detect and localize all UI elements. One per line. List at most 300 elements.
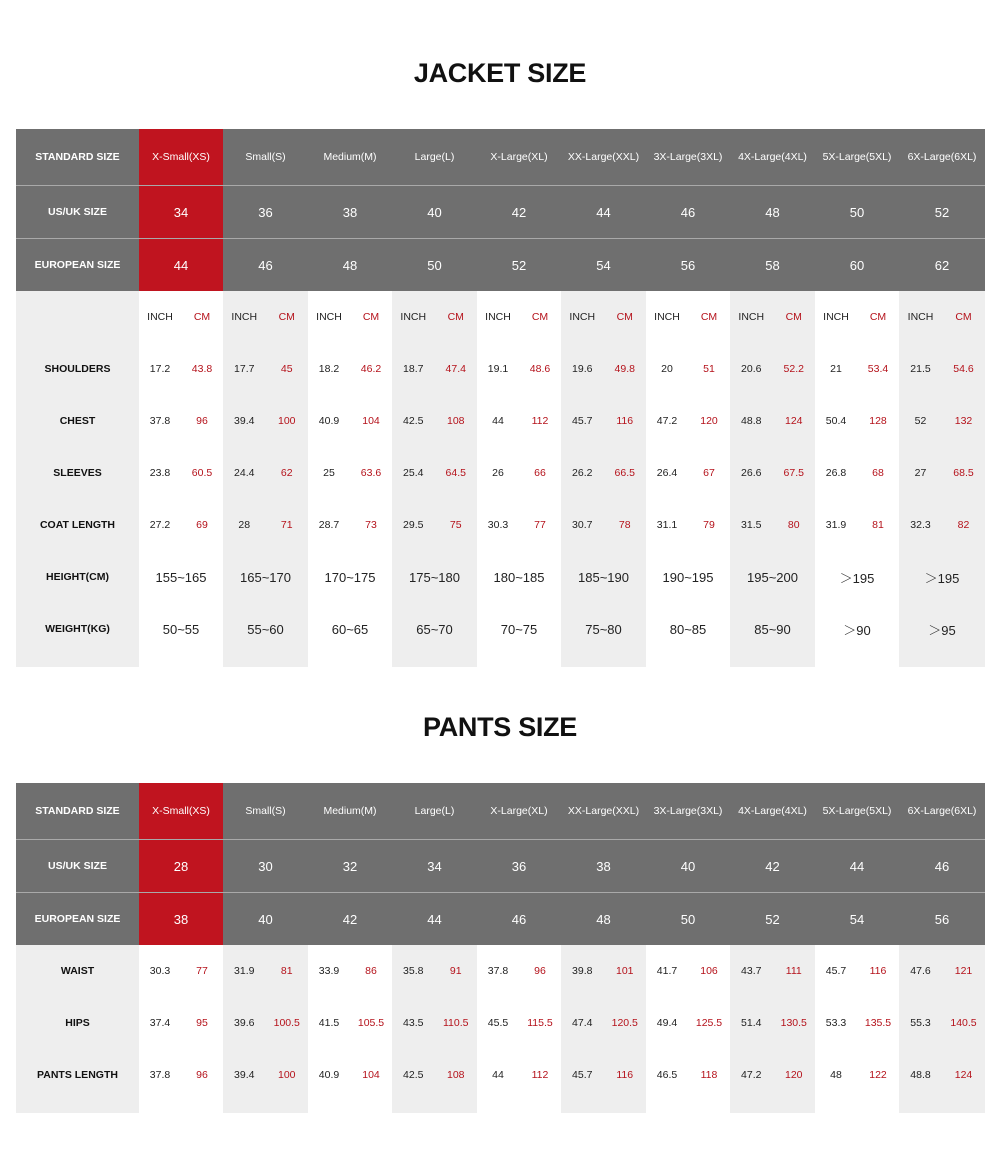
value-pair — [899, 965, 985, 977]
cm-value: 66.5 — [614, 467, 635, 479]
inch-value: 21 — [830, 363, 842, 375]
measure-cell — [392, 447, 477, 499]
measure-cell — [308, 499, 392, 551]
size-cell: 30 — [258, 858, 273, 874]
value-pair — [561, 415, 646, 427]
measure-cell — [477, 343, 561, 395]
cm-value: 125.5 — [695, 1017, 723, 1029]
cm-value: 128 — [869, 415, 887, 427]
size-cell: 38 — [139, 893, 223, 945]
inch-value: 37.8 — [487, 965, 509, 977]
inch-value: 39.8 — [572, 965, 593, 977]
column-footer — [815, 1101, 899, 1113]
cm-unit-label: CM — [785, 311, 802, 323]
measure-cell — [815, 1049, 899, 1101]
inch-value: 42.5 — [403, 1069, 424, 1081]
label-column — [16, 291, 139, 667]
measure-cell — [899, 1049, 985, 1101]
unit-row — [815, 291, 899, 343]
inch-unit-label: INCH — [231, 311, 258, 323]
measure-cell — [561, 447, 646, 499]
size-cell: 44 — [427, 911, 442, 927]
value-pair — [815, 1017, 899, 1029]
size-cell: 44 — [596, 204, 611, 220]
cm-value: 46.2 — [360, 363, 382, 375]
inch-unit-label: INCH — [485, 311, 511, 323]
measure-cell — [561, 343, 646, 395]
column-footer — [392, 655, 477, 667]
value-pair — [899, 467, 985, 479]
inch-value: 25.4 — [403, 467, 424, 479]
measure-label: WEIGHT(KG) — [45, 623, 110, 635]
measure-cell — [392, 395, 477, 447]
size-cell: X-Large(XL) — [490, 805, 548, 817]
header-row — [16, 783, 985, 839]
inch-value: 42.5 — [403, 415, 424, 427]
value-pair — [308, 519, 392, 531]
cm-unit-label: CM — [447, 311, 464, 323]
cm-value: 96 — [196, 415, 208, 427]
size-column — [308, 945, 392, 1113]
inch-value: 47.6 — [910, 965, 931, 977]
size-column — [477, 945, 561, 1113]
range-value: 65~70 — [416, 621, 453, 637]
size-cell: 46 — [258, 257, 273, 273]
range-value: ＞95 — [928, 622, 956, 638]
cm-value: 124 — [954, 1069, 973, 1081]
value-pair — [730, 467, 815, 479]
value-pair — [815, 519, 899, 531]
value-pair — [899, 363, 985, 375]
measurement-body — [16, 945, 985, 1113]
column-footer — [815, 655, 899, 667]
size-column — [477, 291, 561, 667]
inch-value: 35.8 — [403, 965, 424, 977]
value-pair — [646, 1069, 730, 1081]
measure-cell — [139, 343, 223, 395]
inch-value: 21.5 — [910, 363, 931, 375]
size-cell: 34 — [427, 858, 442, 874]
measure-cell — [477, 395, 561, 447]
value-pair — [223, 1069, 308, 1081]
inch-value: 32.3 — [910, 519, 931, 531]
cm-value: 68.5 — [953, 467, 974, 479]
value-pair — [139, 519, 223, 531]
cm-value: 67 — [703, 467, 715, 479]
column-footer — [16, 1101, 139, 1113]
inch-value: 44 — [492, 1069, 504, 1081]
size-column — [646, 291, 730, 667]
range-value: 85~90 — [754, 621, 791, 637]
value-pair — [646, 519, 730, 531]
cm-value: 77 — [196, 965, 208, 977]
range-value: 165~170 — [240, 569, 291, 585]
measure-cell — [392, 343, 477, 395]
size-cell: 50 — [680, 911, 696, 927]
value-pair — [899, 415, 985, 427]
inch-value: 26.8 — [825, 467, 847, 479]
cm-value: 95 — [196, 1017, 208, 1029]
size-cell: 46 — [511, 911, 527, 927]
cm-value: 108 — [446, 1069, 465, 1081]
cm-value: 120 — [784, 1069, 803, 1081]
inch-value: 53.3 — [825, 1017, 847, 1029]
value-pair — [308, 1017, 392, 1029]
label-column — [16, 945, 139, 1113]
column-footer — [899, 655, 985, 667]
inch-value: 30.7 — [572, 519, 593, 531]
cm-unit-label: CM — [362, 311, 380, 323]
range-value: 60~65 — [331, 621, 369, 637]
inch-value: 20.6 — [741, 363, 762, 375]
size-cell: 46 — [934, 858, 950, 874]
inch-value: 31.9 — [234, 965, 255, 977]
size-cell: 58 — [765, 257, 780, 273]
value-pair — [561, 1017, 646, 1029]
measure-cell — [815, 395, 899, 447]
cm-value: 68 — [872, 467, 884, 479]
range-value: 180~185 — [493, 569, 545, 585]
measure-cell — [646, 343, 730, 395]
range-value: 190~195 — [662, 569, 714, 585]
inch-value: 17.2 — [149, 363, 171, 375]
unit-row — [392, 291, 477, 343]
unit-row — [646, 291, 730, 343]
inch-unit-label: INCH — [823, 311, 849, 323]
measure-cell — [139, 395, 223, 447]
value-pair — [646, 415, 730, 427]
measure-cell — [899, 447, 985, 499]
value-pair — [223, 415, 308, 427]
cm-value: 53.4 — [867, 363, 889, 375]
size-column — [561, 291, 646, 667]
size-cell: 54 — [849, 911, 865, 927]
size-cell: 48 — [342, 257, 358, 273]
measure-cell — [477, 1049, 561, 1101]
value-pair — [730, 519, 815, 531]
header-row — [16, 892, 985, 945]
inch-value: 18.2 — [318, 363, 340, 375]
size-cell: X-Small(XS) — [139, 129, 223, 185]
size-cell: 50 — [849, 204, 865, 220]
inch-value: 41.5 — [318, 1017, 340, 1029]
inch-value: 28 — [238, 519, 251, 531]
value-pair — [477, 1017, 561, 1029]
measure-cell — [223, 499, 308, 551]
measure-cell — [392, 499, 477, 551]
measure-cell — [561, 1049, 646, 1101]
row-label: EUROPEAN SIZE — [34, 259, 121, 271]
inch-unit-label: INCH — [316, 311, 342, 323]
measure-cell — [646, 447, 730, 499]
value-pair — [308, 1069, 392, 1081]
cm-unit-label: CM — [955, 311, 972, 323]
measure-cell — [730, 447, 815, 499]
value-pair — [730, 415, 815, 427]
value-pair — [815, 363, 899, 375]
size-column — [308, 291, 392, 667]
measure-cell — [139, 447, 223, 499]
value-pair — [561, 519, 646, 531]
row-label: STANDARD SIZE — [35, 151, 120, 163]
inch-unit-label: INCH — [147, 311, 173, 323]
value-pair — [477, 467, 561, 479]
size-cell: 38 — [342, 204, 358, 220]
cm-value: 86 — [365, 965, 377, 977]
cm-value: 104 — [362, 415, 380, 427]
cm-value: 66 — [534, 467, 546, 479]
size-cell: 56 — [934, 911, 950, 927]
value-pair — [139, 415, 223, 427]
inch-value: 39.4 — [234, 1069, 255, 1081]
measure-cell — [899, 499, 985, 551]
measure-cell — [646, 395, 730, 447]
size-cell: 54 — [596, 257, 611, 273]
measure-cell — [308, 945, 392, 997]
size-cell: 42 — [765, 858, 780, 874]
column-footer — [646, 655, 730, 667]
inch-value: 27 — [914, 467, 927, 479]
pants-size-table — [16, 783, 985, 1113]
inch-value: 50.4 — [825, 415, 847, 427]
inch-value: 47.2 — [656, 415, 678, 427]
size-cell: 36 — [258, 204, 273, 220]
unit-row — [139, 291, 223, 343]
size-cell: Small(S) — [245, 151, 286, 163]
size-cell: 6X-Large(6XL) — [907, 805, 977, 817]
value-pair — [308, 467, 392, 479]
inch-value: 17.7 — [234, 363, 255, 375]
value-pair — [477, 415, 561, 427]
range-value: 55~60 — [247, 621, 284, 637]
range-value: 80~85 — [669, 621, 707, 637]
value-pair — [308, 363, 392, 375]
measure-cell — [730, 997, 815, 1049]
measure-cell — [223, 395, 308, 447]
size-cell: 60 — [849, 257, 865, 273]
header-row — [16, 839, 985, 892]
value-pair — [561, 1069, 646, 1081]
size-cell: Medium(M) — [323, 151, 377, 163]
unit-row — [477, 291, 561, 343]
value-pair — [139, 1069, 223, 1081]
inch-value: 25 — [323, 467, 335, 479]
cm-value: 100.5 — [273, 1017, 300, 1029]
measure-label: WAIST — [60, 965, 95, 977]
size-column — [392, 291, 477, 667]
cm-unit-label: CM — [700, 311, 718, 323]
measure-cell — [139, 945, 223, 997]
row-label: EUROPEAN SIZE — [34, 913, 121, 925]
inch-value: 48.8 — [741, 415, 762, 427]
value-pair — [730, 965, 815, 977]
measure-cell — [561, 395, 646, 447]
value-pair — [899, 519, 985, 531]
range-value: 155~165 — [155, 569, 207, 585]
value-pair — [477, 1069, 561, 1081]
size-column — [561, 945, 646, 1113]
column-footer — [308, 655, 392, 667]
inch-value: 24.4 — [234, 467, 255, 479]
inch-value: 48 — [830, 1069, 842, 1081]
inch-value: 26.4 — [656, 467, 678, 479]
column-footer — [561, 1101, 646, 1113]
unit-pair — [815, 311, 899, 323]
inch-value: 29.5 — [403, 519, 424, 531]
cm-value: 52.2 — [783, 363, 804, 375]
size-cell: 52 — [511, 257, 527, 273]
size-cell: Large(L) — [414, 805, 455, 817]
size-cell: 42 — [342, 911, 358, 927]
inch-value: 39.4 — [234, 415, 255, 427]
inch-value: 20 — [661, 363, 673, 375]
value-pair — [139, 363, 223, 375]
size-cell: 44 — [849, 858, 865, 874]
row-label: US/UK SIZE — [48, 206, 107, 218]
size-cell: 4X-Large(4XL) — [738, 805, 807, 817]
inch-value: 27.2 — [149, 519, 171, 531]
measure-cell — [223, 945, 308, 997]
measure-cell — [223, 447, 308, 499]
cm-value: 135.5 — [864, 1017, 892, 1029]
cm-value: 69 — [196, 519, 208, 531]
cm-value: 71 — [280, 519, 293, 531]
inch-value: 51.4 — [741, 1017, 762, 1029]
value-pair — [815, 965, 899, 977]
size-column — [730, 945, 815, 1113]
measure-cell — [815, 447, 899, 499]
range-value: 75~80 — [585, 621, 622, 637]
size-cell: 5X-Large(5XL) — [822, 805, 892, 817]
measure-cell — [730, 945, 815, 997]
inch-value: 28.7 — [318, 519, 340, 531]
cm-value: 82 — [957, 519, 970, 531]
measure-cell — [139, 499, 223, 551]
value-pair — [392, 363, 477, 375]
measure-cell — [392, 997, 477, 1049]
measure-cell — [815, 997, 899, 1049]
cm-value: 130.5 — [780, 1017, 807, 1029]
inch-value: 31.9 — [825, 519, 847, 531]
measure-cell — [815, 499, 899, 551]
value-pair — [392, 1017, 477, 1029]
inch-value: 40.9 — [318, 1069, 340, 1081]
size-cell: X-Small(XS) — [139, 783, 223, 839]
cm-value: 80 — [787, 519, 800, 531]
cm-value: 116 — [869, 965, 887, 977]
inch-value: 45.5 — [487, 1017, 509, 1029]
unit-row — [308, 291, 392, 343]
column-footer — [730, 1101, 815, 1113]
size-cell: Large(L) — [414, 151, 455, 163]
cm-value: 120 — [700, 415, 718, 427]
inch-value: 18.7 — [403, 363, 424, 375]
range-value: 175~180 — [409, 569, 460, 585]
size-cell: 40 — [427, 204, 442, 220]
size-cell: 48 — [596, 911, 611, 927]
value-pair — [139, 1017, 223, 1029]
cm-value: 62 — [280, 467, 293, 479]
size-cell: 34 — [139, 186, 223, 238]
cm-value: 132 — [954, 415, 973, 427]
value-pair — [223, 363, 308, 375]
cm-value: 100 — [277, 1069, 296, 1081]
column-footer — [730, 655, 815, 667]
cm-value: 116 — [616, 415, 634, 427]
size-cell: Medium(M) — [323, 805, 377, 817]
size-cell: XX-Large(XXL) — [567, 151, 640, 163]
unit-row-spacer — [16, 291, 139, 343]
header-row — [16, 185, 985, 238]
inch-value: 47.2 — [741, 1069, 762, 1081]
size-column — [646, 945, 730, 1113]
jacket-title: JACKET SIZE — [413, 58, 587, 88]
range-value: 70~75 — [500, 621, 538, 637]
size-column — [223, 291, 308, 667]
measure-label: CHEST — [59, 415, 96, 427]
size-cell: 40 — [258, 911, 273, 927]
inch-value: 30.3 — [487, 519, 509, 531]
inch-value: 46.5 — [656, 1069, 678, 1081]
inch-value: 30.3 — [149, 965, 171, 977]
size-cell: 3X-Large(3XL) — [653, 151, 723, 163]
value-pair — [646, 363, 730, 375]
inch-value: 41.7 — [656, 965, 678, 977]
size-cell: XX-Large(XXL) — [567, 805, 640, 817]
cm-value: 81 — [872, 519, 884, 531]
header-row — [16, 129, 985, 185]
cm-value: 63.6 — [360, 467, 382, 479]
measure-cell — [899, 343, 985, 395]
measure-cell — [477, 945, 561, 997]
measure-cell — [899, 997, 985, 1049]
value-pair — [477, 519, 561, 531]
cm-value: 112 — [531, 1069, 549, 1081]
cm-value: 104 — [362, 1069, 380, 1081]
range-value: 170~175 — [324, 569, 376, 585]
value-pair — [730, 1069, 815, 1081]
column-footer — [223, 655, 308, 667]
column-footer — [477, 1101, 561, 1113]
measure-cell — [646, 1049, 730, 1101]
cm-unit-label: CM — [869, 311, 887, 323]
inch-unit-label: INCH — [654, 311, 680, 323]
column-footer — [392, 1101, 477, 1113]
measure-cell — [223, 1049, 308, 1101]
value-pair — [223, 965, 308, 977]
cm-value: 47.4 — [445, 363, 466, 375]
cm-value: 140.5 — [950, 1017, 977, 1029]
pants-title: PANTS SIZE — [422, 712, 578, 742]
column-footer — [308, 1101, 392, 1113]
measure-cell — [392, 945, 477, 997]
measure-cell — [815, 945, 899, 997]
inch-unit-label: INCH — [569, 311, 596, 323]
measure-cell — [561, 997, 646, 1049]
unit-pair — [561, 311, 646, 323]
cm-value: 96 — [534, 965, 546, 977]
cm-value: 101 — [615, 965, 634, 977]
size-cell: 50 — [427, 257, 442, 273]
unit-pair — [392, 311, 477, 323]
measure-cell — [646, 945, 730, 997]
value-pair — [899, 1017, 985, 1029]
value-pair — [561, 467, 646, 479]
measure-cell — [561, 945, 646, 997]
cm-unit-label: CM — [278, 311, 295, 323]
measure-cell — [646, 499, 730, 551]
range-value: 185~190 — [578, 569, 629, 585]
